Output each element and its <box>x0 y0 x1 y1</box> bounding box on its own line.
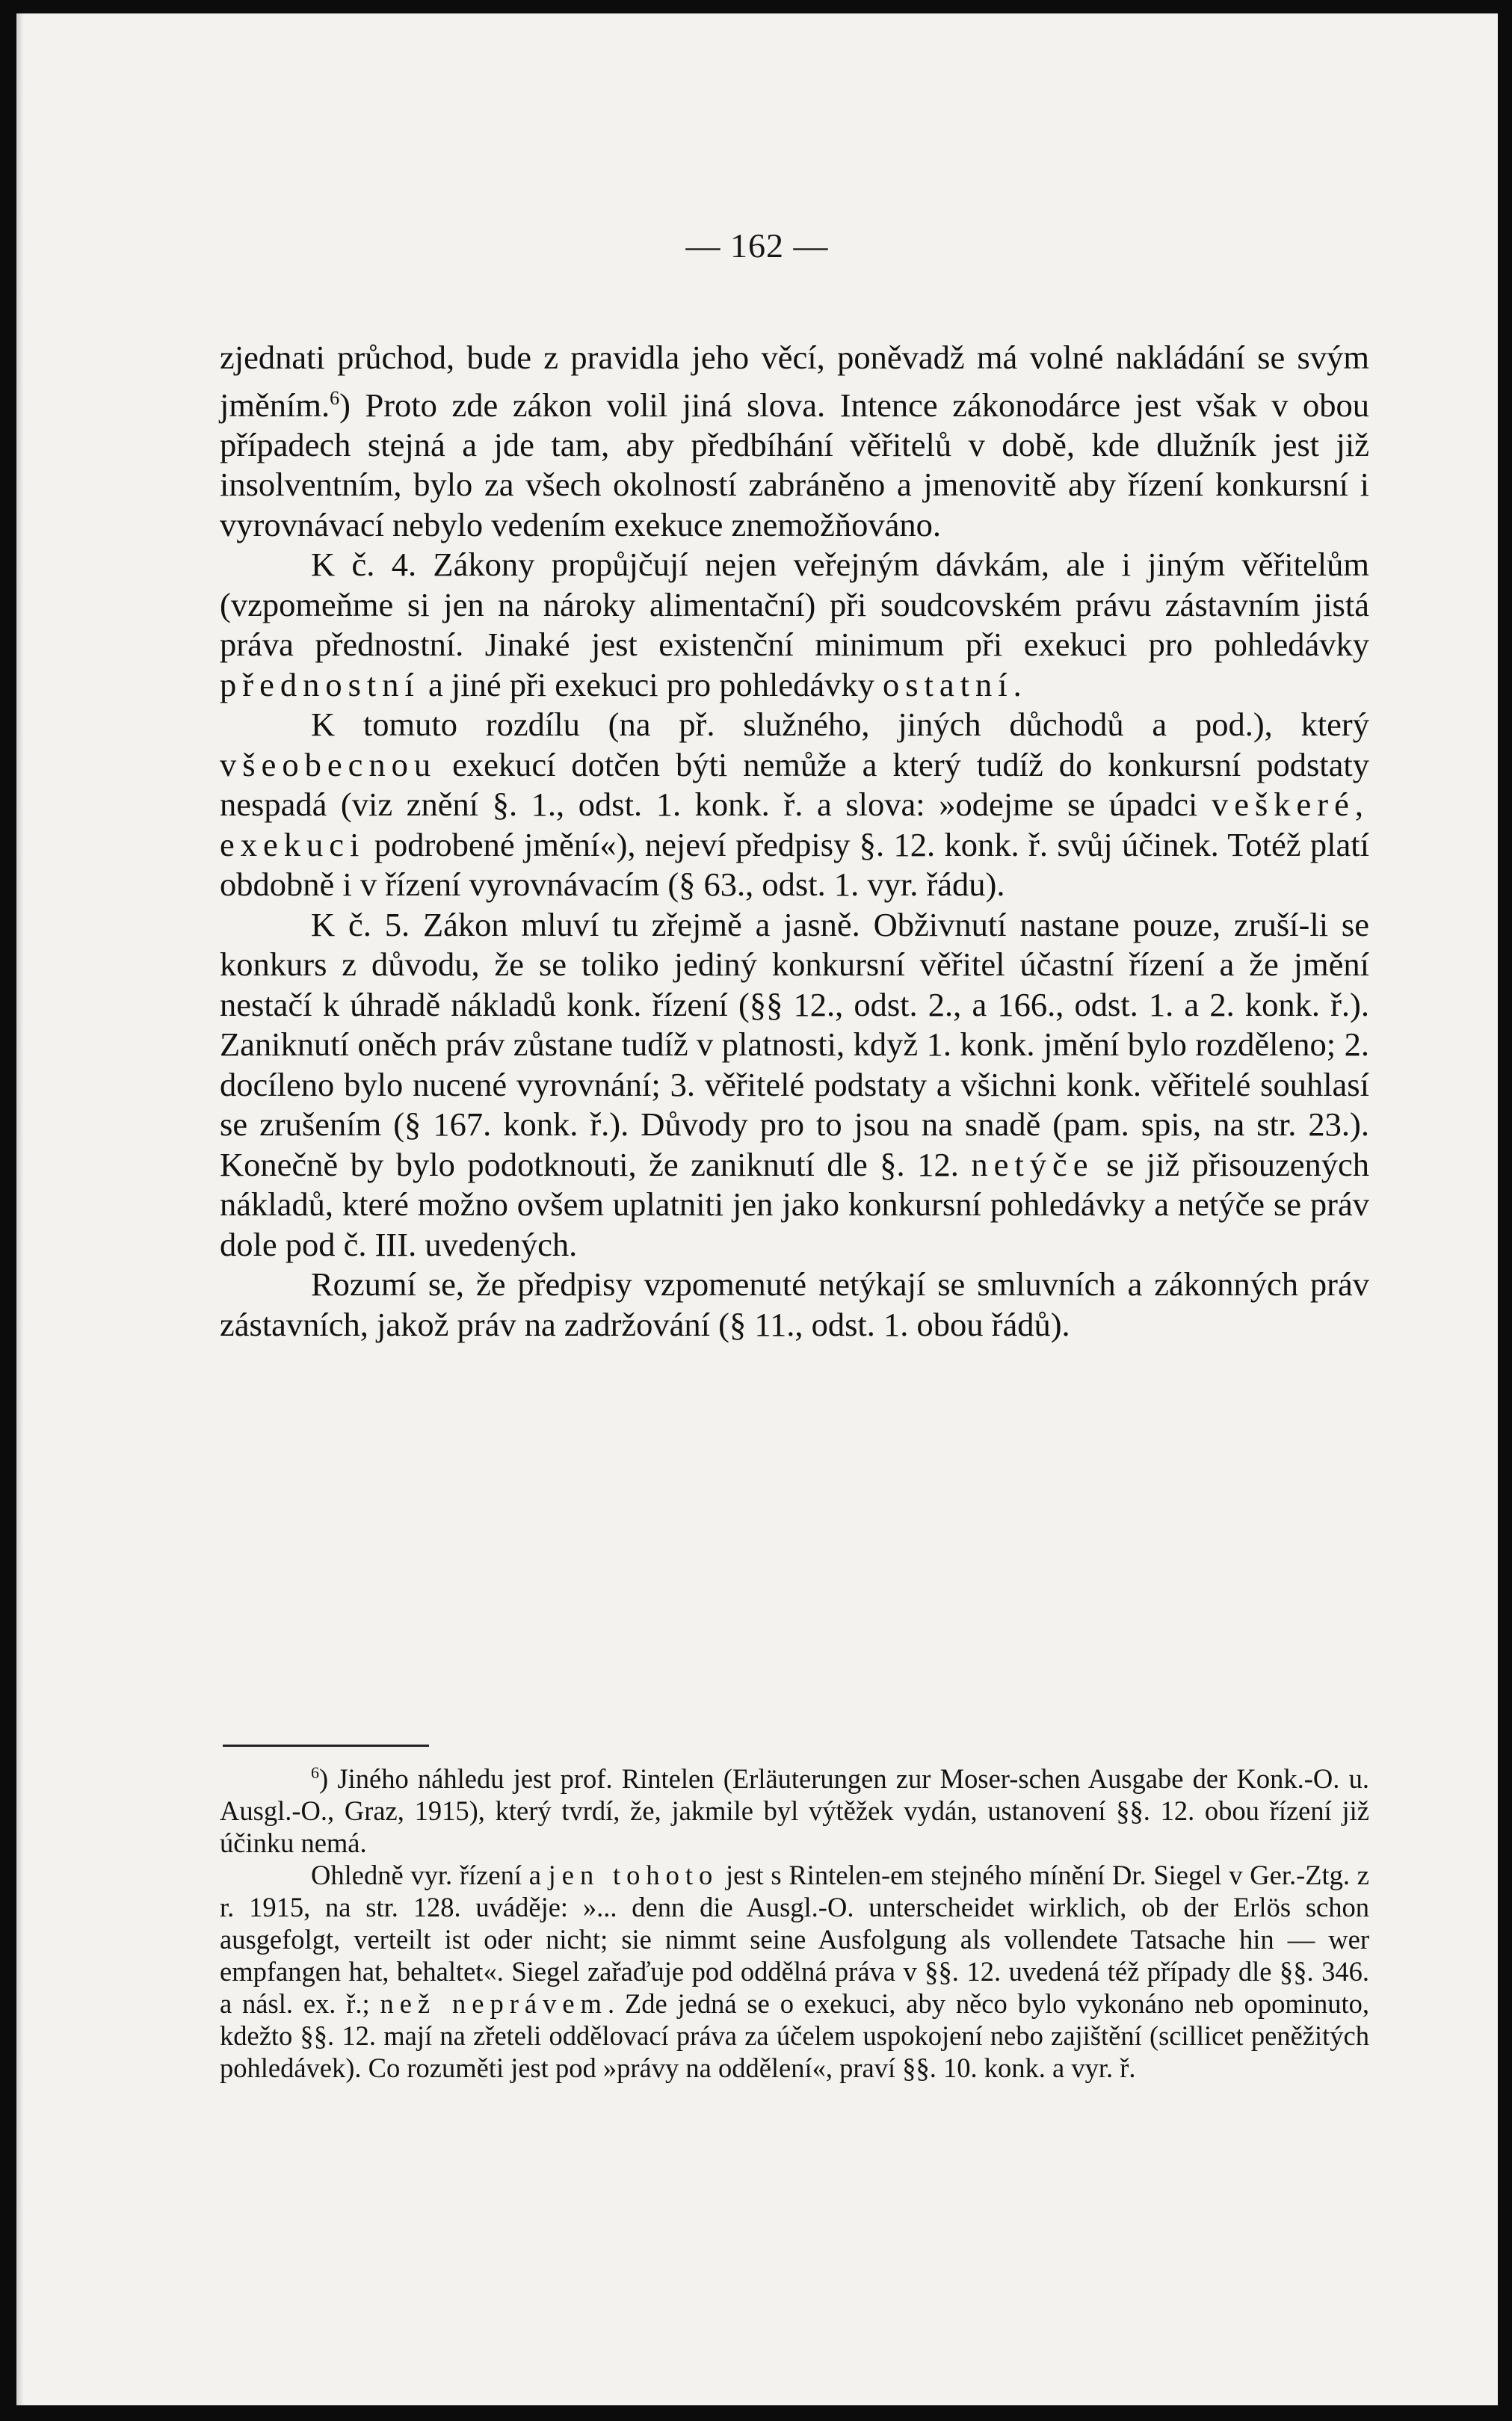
book-page <box>16 13 1498 2405</box>
spaced-term: přednostní <box>220 665 420 703</box>
main-text <box>220 338 1369 1345</box>
paragraph-2: K č. 4. Zákony propůjčují nejen veřejným dávkám, ale i jiným věřitelům (vzpomeňme si jen na nároky alimentační) při soudcovském právu zástavním jistá práva přednostní. Jinaké jest existenční minimum při exekuci pro pohledávky přednostní a jiné při exekuci pro pohledávky ostatní. <box>220 546 1369 703</box>
paragraph-4: K č. 5. Zákon mluví tu zřejmě a jasně. Obživnutí nastane pouze, zruší-li se konkurs z důvodu, že se toliko jediný konkursní věřitel účastní řízení a že jmění nestačí k úhradě nákladů konk. řízení (§§ 12., odst. 2., a 166., odst. 1. a 2. konk. ř.). Zaniknutí oněch práv zůstane tudíž v platnosti, když 1. konk. jmění bylo rozděleno; 2. docíleno bylo nucené vyrovnání; 3. věřitelé podstaty a všichni konk. věřitelé souhlasí se zrušením (§ 167. konk. ř.). Důvody pro to jsou na snadě (pam. spis, na str. 23.). Konečně by bylo podotknouti, že zaniknutí dle §. 12. netýče se již přisouzených nákladů, které možno ovšem uplatniti jen jako konkursní pohledávky a netýče se práv dole pod č. III. uvedených. <box>220 905 1369 1263</box>
footnote-divider <box>223 1745 429 1747</box>
spaced-term: ostatní <box>882 665 1013 703</box>
spaced-term: všeobecnou <box>220 745 437 783</box>
footnote-mark: 6 <box>311 1763 319 1782</box>
paragraph-5: Rozumí se, že předpisy vzpomenuté netýkají se smluvních a zákonných práv zástavních, jakož práv na zadržování (§ 11., odst. 1. obou řádů). <box>220 1265 1369 1343</box>
footnote-1: $^6$) Jiného náhledu jest prof. Rintelen (Erläuterungen zur Moser-schen Ausgabe der Konk.-O. u. Ausgl.-O., Graz, 1915), který tvrdí, že, jakmile byl výtěžek vydán, ustanovení §§. 12. obou řízení již účinku nemá. <box>220 1763 1369 1859</box>
page-number: — 162 — <box>685 226 829 265</box>
spaced-term: než neprávem <box>380 1988 608 2020</box>
page-edge <box>16 13 24 2405</box>
footnote-ref: 6 <box>330 386 340 409</box>
spaced-term: veškeré, exekuci <box>220 786 1369 863</box>
footnotes <box>220 1757 1369 2084</box>
paragraph-1: zjednati průchod, bude z pravidla jeho věcí, poněvadž má volné nakládání se svým jměním.$^6$) Proto zde zákon volil jiná slova. Intence zákonodárce jest však v obou případech stejná a jde tam, aby předbíhání věřitelů v době, kde dlužník jest již insolventním, bylo za všech okolností zabráněno a jmenovitě aby řízení konkursní i vyrovnávací nebylo vedením exekuce znemožňováno. <box>220 339 1369 543</box>
spaced-term: jen tohoto <box>548 1860 719 1891</box>
spaced-term: netýče <box>971 1145 1094 1183</box>
paragraph-3: K tomuto rozdílu (na př. služného, jiných důchodů a pod.), který všeobecnou exekucí dotčen býti nemůže a který tudíž do konkursní podstaty nespadá (viz znění §. 1., odst. 1. konk. ř. a slova: »odejme se úpadci veškeré, exekuci podrobené jmění«), nejeví předpisy §. 12. konk. ř. svůj účinek. Totéž platí obdobně i v řízení vyrovnávacím (§ 63., odst. 1. vyr. řádu). <box>220 706 1369 904</box>
footnote-1-continued: Ohledně vyr. řízení a jen tohoto jest s Rintelen-em stejného mínění Dr. Siegel v Ger.-Ztg. z r. 1915, na str. 128. uváděje: »... denn die Ausgl.-O. unterscheidet wirklich, ob der Erlös schon ausgefolgt, verteilt ist oder nicht; sie nimmt seine Ausfolgung als vollendete Tatsache hin — wer empfangen hat, behaltet«. Siegel zařaďuje pod oddělná práva v §§. 12. uvedená též případy dle §§. 346. a násl. ex. ř.; než neprávem. Zde jedná se o exekuci, aby něco bylo vykonáno neb opominuto, kdežto §§. 12. mají na zřeteli oddělovací práva za účelem uspokojení nebo zajištění (scillicet peněžitých pohledávek). Co rozuměti jest pod »právy na oddělení«, praví §§. 10. konk. a vyr. ř. <box>220 1860 1369 2084</box>
